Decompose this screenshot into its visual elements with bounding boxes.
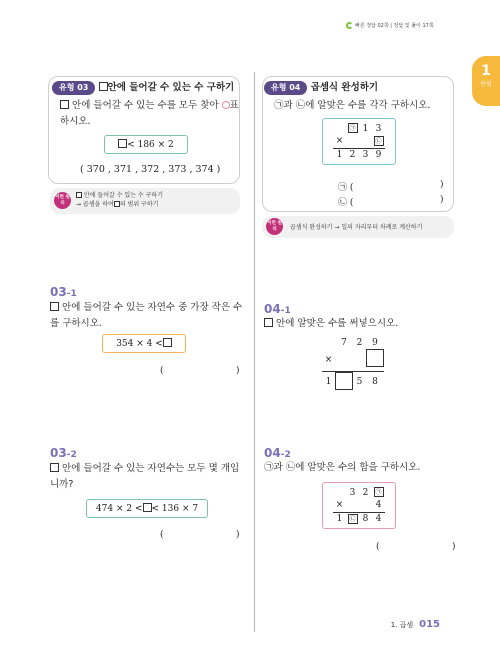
times-sign: × bbox=[335, 136, 344, 147]
type03-title: 안에 들어갈 수 있는 수 구하기 bbox=[107, 82, 235, 93]
problem-04-2-question: ㉠과 ㉡에 알맞은 수의 합을 구하시오. bbox=[264, 462, 421, 473]
p03-2-q2: 니까? bbox=[50, 479, 74, 490]
type03-pill: 유형 03 bbox=[52, 81, 95, 95]
box-nieun: ㉡ bbox=[349, 515, 356, 523]
problem-04-2-multiplication bbox=[322, 482, 396, 529]
p03-1-q1: 안에 들어갈 수 있는 자연수 중 가장 작은 수 bbox=[62, 302, 243, 313]
p04-1-q: 안에 알맞은 수를 써넣으시오. bbox=[276, 318, 399, 329]
type03-q1b: 표 bbox=[229, 100, 239, 111]
answer-box-icon bbox=[264, 318, 273, 327]
type04-answer1-close: ) bbox=[440, 180, 444, 190]
type03-hint2: → 곱셈을 하여 bbox=[76, 201, 114, 208]
p03-2-expr-a: 474 × 2 < bbox=[95, 504, 143, 514]
answer-box-icon bbox=[76, 192, 82, 198]
problem-03-2-question bbox=[50, 461, 250, 493]
times-sign: × bbox=[324, 354, 333, 365]
digit: 1 bbox=[336, 513, 343, 524]
type03-hint1: 안에 들어갈 수 있는 수 구하기 bbox=[83, 192, 164, 199]
answer-box-icon bbox=[60, 100, 69, 109]
digit: 9 bbox=[372, 337, 378, 348]
type03-q2: 하시오. bbox=[60, 116, 91, 127]
answer-box-icon bbox=[99, 82, 108, 91]
answer-box-icon bbox=[163, 338, 172, 347]
digit: 1 bbox=[362, 123, 369, 134]
digit: 2 bbox=[362, 487, 369, 498]
p04-2-answer-open: ( bbox=[376, 542, 380, 552]
problem-sub: -2 bbox=[280, 450, 291, 460]
problem-03-1-question bbox=[50, 300, 250, 332]
problem-03-2-expression bbox=[86, 499, 208, 518]
p03-1-answer-close: ) bbox=[236, 366, 240, 376]
p03-2-answer-close: ) bbox=[236, 530, 240, 540]
circle-mark-icon bbox=[222, 101, 230, 109]
chapter-number: 1 bbox=[481, 63, 491, 79]
problem-04-1-multiplication bbox=[322, 336, 384, 393]
problem-04-1-question bbox=[264, 316, 398, 332]
header-text: 빠른 정답 02쪽 | 정답 및 풀이 17쪽 bbox=[355, 23, 434, 29]
digit: 7 bbox=[341, 337, 347, 348]
p03-2-answer-open: ( bbox=[160, 530, 164, 540]
box-giyeok: ㉠ bbox=[375, 489, 382, 497]
digit: 9 bbox=[375, 149, 382, 160]
type04-title: 곱셈식 완성하기 bbox=[310, 82, 379, 93]
digit: 2 bbox=[356, 337, 363, 348]
digit: 3 bbox=[375, 123, 382, 134]
type03-q1: 안에 들어갈 수 있는 수를 모두 찾아 bbox=[72, 100, 219, 111]
type04-answer1-open: ㉠ ( bbox=[338, 183, 354, 193]
type03-question bbox=[60, 98, 240, 130]
type04-hint: 곱셈식 완성하기 → 일의 자리부터 차례로 계산하기 bbox=[290, 224, 423, 231]
page-footer bbox=[391, 619, 440, 630]
problem-04-1-number bbox=[264, 302, 291, 316]
p03-2-expr-b: < 136 × 7 bbox=[151, 504, 199, 514]
answer-box[interactable] bbox=[366, 349, 384, 367]
problem-num: 04 bbox=[264, 302, 281, 316]
type04-answer2-close: ) bbox=[440, 195, 444, 205]
digit: 1 bbox=[336, 149, 343, 160]
digit: 3 bbox=[349, 487, 356, 498]
p03-1-expr: 354 × 4 < bbox=[116, 339, 163, 349]
digit: 2 bbox=[349, 149, 356, 160]
swirl-icon bbox=[346, 22, 353, 29]
digit: 3 bbox=[362, 149, 369, 160]
problem-num: 03 bbox=[50, 285, 67, 299]
problem-sub: -1 bbox=[66, 289, 77, 299]
type03-hint2b: 의 범위 구하기 bbox=[119, 201, 159, 208]
type04-multiplication bbox=[322, 118, 396, 165]
digit: 4 bbox=[375, 500, 382, 511]
problem-sub: -2 bbox=[66, 450, 77, 460]
answer-box[interactable] bbox=[335, 372, 353, 390]
type03-heading bbox=[52, 79, 234, 95]
p03-1-answer-open: ( bbox=[160, 366, 164, 376]
times-sign: × bbox=[335, 500, 344, 511]
problem-num: 04 bbox=[264, 446, 281, 460]
type03-choices: ( 370 , 371 , 372 , 373 , 374 ) bbox=[80, 164, 221, 175]
page-number: 015 bbox=[419, 619, 440, 630]
answer-box-icon bbox=[50, 302, 59, 311]
box-nieun: ㉡ bbox=[375, 138, 382, 145]
answer-box-icon bbox=[50, 463, 59, 472]
type03-hint bbox=[76, 191, 163, 209]
answer-box-icon bbox=[143, 503, 152, 512]
page-header bbox=[346, 22, 434, 29]
problem-04-2-number bbox=[264, 446, 291, 460]
column-divider bbox=[254, 72, 255, 632]
p03-1-q2: 를 구하시오. bbox=[50, 318, 102, 329]
digit: 1 bbox=[325, 377, 332, 388]
type04-answer2-open: ㉡ ( bbox=[338, 198, 354, 208]
digit: 4 bbox=[375, 513, 382, 524]
type04-heading bbox=[264, 79, 378, 95]
problem-sub: -1 bbox=[280, 306, 291, 316]
p03-2-q1: 안에 들어갈 수 있는 자연수는 모두 몇 개입 bbox=[62, 463, 240, 474]
digit: 5 bbox=[356, 377, 363, 388]
digit: 8 bbox=[362, 513, 369, 524]
footer-label: 1. 곱셈 bbox=[390, 621, 414, 629]
type04-pill: 유형 04 bbox=[264, 81, 307, 95]
answer-box-icon bbox=[118, 139, 127, 148]
problem-03-1-expression bbox=[102, 334, 186, 353]
problem-03-2-number bbox=[50, 446, 77, 460]
hint-badge: 이런 원리 bbox=[54, 192, 71, 209]
p04-2-answer-close: ) bbox=[452, 542, 456, 552]
problem-03-1-number bbox=[50, 285, 77, 299]
problem-num: 03 bbox=[50, 446, 67, 460]
chapter-tab bbox=[472, 56, 500, 106]
box-giyeok: ㉠ bbox=[349, 125, 356, 133]
hint-badge: 이런 원리 bbox=[266, 218, 283, 235]
digit: 8 bbox=[372, 377, 378, 388]
type03-expr: < 186 × 2 bbox=[127, 140, 174, 150]
type04-question: ㉠과 ㉡에 알맞은 수를 각각 구하시오. bbox=[274, 100, 431, 111]
type03-expression bbox=[104, 135, 188, 154]
chapter-label: 단원 bbox=[480, 81, 492, 88]
